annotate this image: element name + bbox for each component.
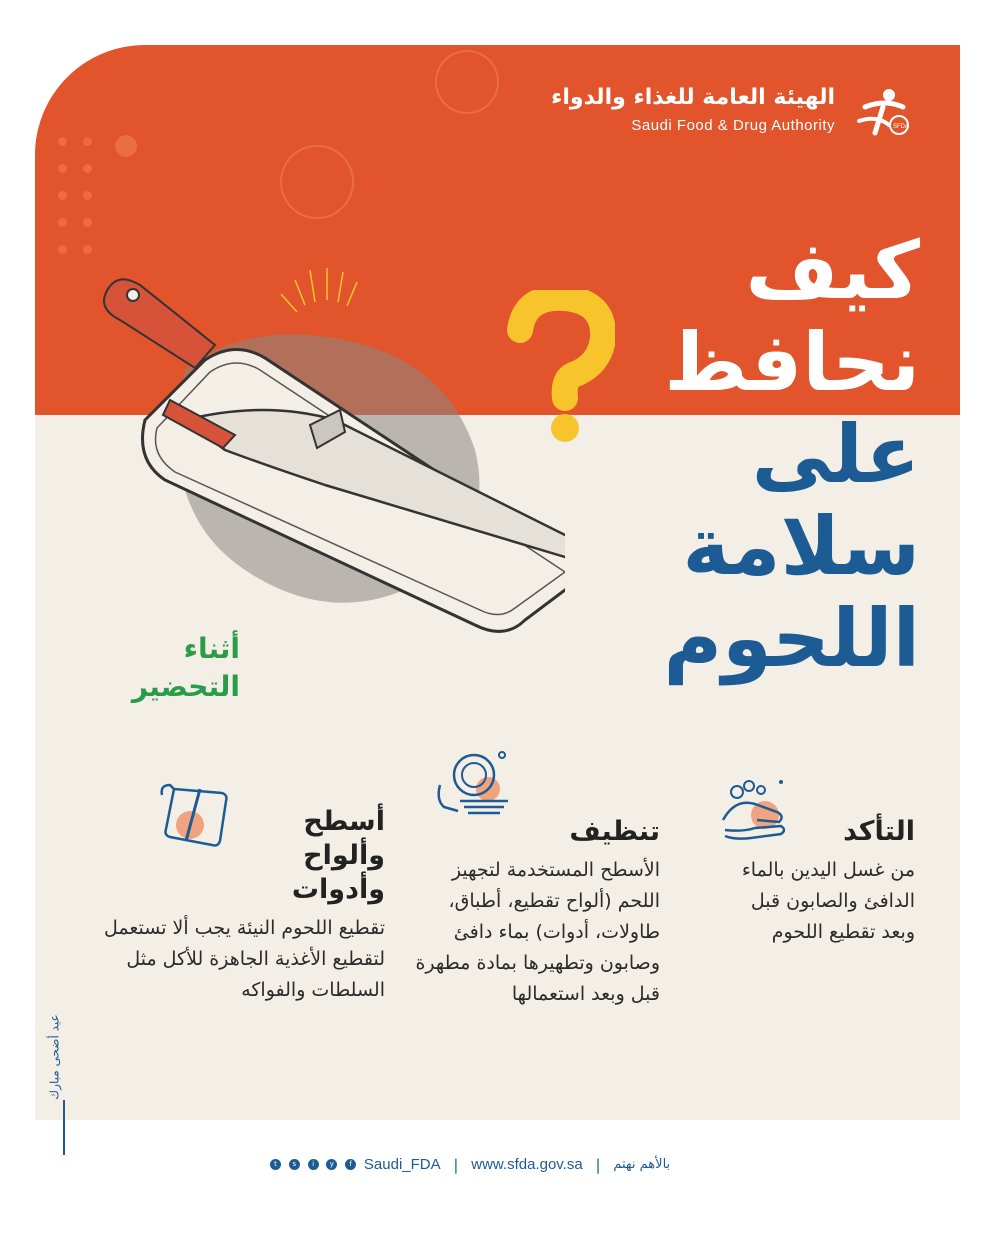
title-line-1: كيف	[745, 224, 920, 317]
facebook-icon[interactable]: f	[345, 1159, 356, 1170]
sfda-logo-mark-icon	[845, 85, 915, 141]
tip-title: التأكد	[843, 816, 915, 847]
sfda-logo	[551, 85, 915, 145]
snapchat-icon[interactable]: s	[289, 1159, 300, 1170]
title-line-2: نحافظ	[664, 316, 920, 409]
cleaver-board-illustration-icon	[95, 250, 565, 670]
footer	[270, 1155, 740, 1179]
tip-body: تقطيع اللحوم النيئة يجب ألا تستعمل لتقطيع الأغذية الجاهزة للأكل مثل السلطات والفواكه	[103, 917, 385, 1001]
youtube-icon[interactable]: y	[326, 1159, 337, 1170]
twitter-icon[interactable]: t	[270, 1159, 281, 1170]
tip-cleaning	[410, 765, 660, 1010]
footer-separator: |	[453, 1155, 459, 1174]
side-note-text: عيد أضحى مبارك	[47, 1014, 62, 1100]
tip-title: أسطح وألواح وأدوات	[291, 806, 385, 905]
side-note	[47, 1000, 77, 1120]
decorative-circle	[435, 50, 499, 114]
phase-line-2: التحضير	[131, 670, 240, 703]
side-divider	[63, 1100, 65, 1155]
instagram-icon[interactable]: i	[308, 1159, 319, 1170]
tip-body: الأسطح المستخدمة لتجهيز اللحم (ألواح تقطيع، أطباق، طاولات، أدوات) بماء دافئ وصابون وتطهيرها بمادة مطهرة قبل وبعد استعمالها	[415, 859, 660, 1005]
decorative-dots	[50, 130, 100, 265]
decorative-circle	[115, 135, 137, 157]
poster-card	[35, 45, 960, 1120]
tip-surfaces	[90, 765, 385, 1006]
org-name-ar: الهيئة العامة للغذاء والدواء	[551, 85, 835, 110]
phase-label	[100, 630, 240, 706]
decorative-circle	[280, 145, 354, 219]
title-line-5: اللحوم	[663, 592, 920, 685]
title-line-4: سلامة	[682, 500, 920, 593]
svg-text:SFDA: SFDA	[893, 124, 910, 130]
slogan: بالأهم نهتم	[613, 1157, 671, 1172]
phase-line-1: أثناء	[183, 632, 240, 665]
footer-separator: |	[595, 1155, 601, 1174]
title-line-3: على	[751, 408, 920, 501]
tip-title: تنظيف	[569, 816, 660, 847]
website-link[interactable]: www.sfda.gov.sa	[471, 1156, 583, 1173]
tip-hand-washing	[715, 765, 915, 948]
tip-body: من غسل اليدين بالماء الدافئ والصابون قبل وبعد تقطيع اللحوم	[741, 859, 915, 943]
social-handle[interactable]: Saudi_FDA	[363, 1156, 441, 1173]
org-name-en: Saudi Food & Drug Authority	[631, 117, 835, 134]
